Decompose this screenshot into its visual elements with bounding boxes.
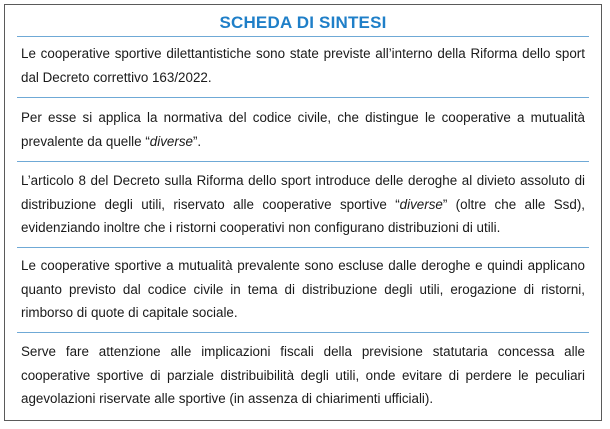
section-4-text: Le cooperative sportive a mutualità prevalente sono escluse dalle deroghe e quindi applicano quanto previsto dal codice civile in tema di distribuzione degli utili, erogazione di ristorni, rimborso di quote di capitale sociale.: [21, 258, 585, 320]
section-3-emphasis: diverse: [399, 196, 443, 212]
section-3-text-a: L’articolo 8 del Decreto sulla Riforma dello sport introduce delle deroghe al divieto assoluto di distribuzione degli utili, riservato alle cooperative sportive “: [21, 173, 585, 212]
divider-2: [17, 161, 589, 162]
title-divider: [17, 36, 589, 37]
section-3: [21, 169, 585, 240]
section-5: [21, 340, 585, 411]
section-1: [21, 42, 585, 89]
section-2: [21, 106, 585, 153]
section-2-text-b: ”.: [192, 133, 202, 149]
divider-1: [17, 97, 589, 98]
divider-4: [17, 332, 589, 333]
section-4: [21, 254, 585, 325]
section-2-emphasis: diverse: [149, 133, 193, 149]
summary-card: [4, 4, 602, 421]
section-1-text: Le cooperative sportive dilettantistiche sono state previste all’interno della Riforma dello sport dal Decreto correttivo 163/2022.: [21, 46, 585, 85]
section-2-text-a: Per esse si applica la normativa del codice civile, che distingue le cooperative a mutualità prevalente da quelle “: [21, 110, 585, 149]
divider-3: [17, 247, 589, 248]
card-title: SCHEDA DI SINTESI: [219, 13, 387, 32]
section-5-text: Serve fare attenzione alle implicazioni fiscali della previsione statutaria concessa alle cooperative sportive di parziale distribuibilità degli utili, onde evitare di perdere le peculiari agevolazioni riservate alle sportive (in assenza di chiarimenti ufficiali).: [21, 344, 585, 406]
section-3-text-b: ” (oltre che alle Ssd), evidenziando inoltre che i ristorni cooperativi non configurano distribuzioni di utili.: [21, 196, 585, 235]
